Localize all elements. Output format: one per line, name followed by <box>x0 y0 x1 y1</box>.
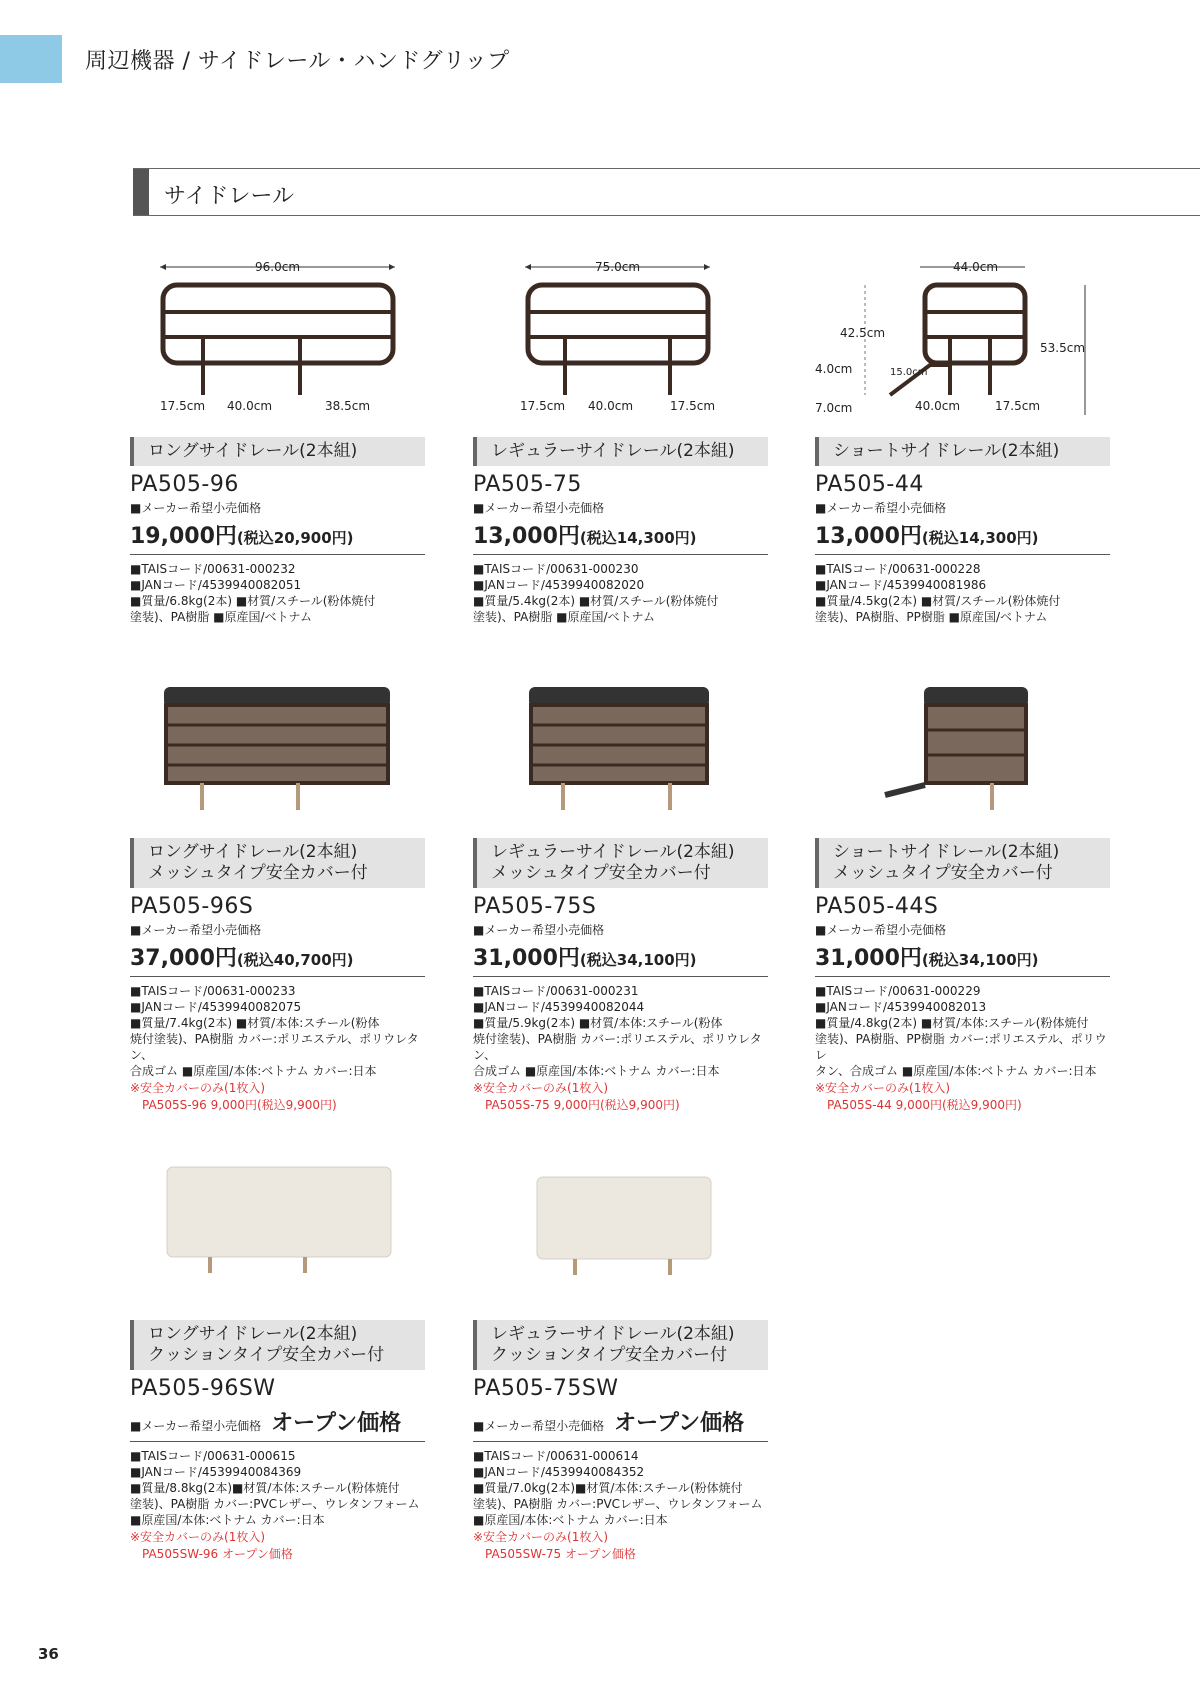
section-heading <box>133 168 1200 216</box>
product-card <box>130 838 425 1113</box>
spec-line: ■JANコード/4539940082044 <box>473 1000 645 1014</box>
price-label: ■メーカー希望小売価格 <box>130 501 262 515</box>
spec-line: ■質量/5.9kg(2本) ■材質/本体:スチール(粉体 <box>473 1016 723 1030</box>
price-label: ■メーカー希望小売価格 <box>473 501 605 515</box>
long-rail-mesh-photo <box>160 685 395 815</box>
spec-line: 合成ゴム ■原産国/本体:ベトナム カバー:日本 <box>473 1064 720 1078</box>
product-name <box>130 437 425 466</box>
name-line: メッシュタイプ安全カバー付 <box>148 863 368 883</box>
cover-note: ※安全カバーのみ(1枚入) <box>815 1081 951 1095</box>
price <box>130 1406 425 1442</box>
spec-line: ■質量/6.8kg(2本) ■材質/スチール(粉体焼付 <box>130 594 376 608</box>
dim-b: 40.0cm <box>915 399 961 413</box>
product-card <box>130 1320 425 1562</box>
open-price: オープン価格 <box>271 1411 402 1436</box>
price-label: ■メーカー希望小売価格 <box>473 1419 605 1433</box>
price-value: 13,000円 <box>473 524 580 549</box>
spec-line: ■TAISコード/00631-000228 <box>815 562 981 576</box>
price-tax: (税込14,300円) <box>921 529 1039 547</box>
name-line: メッシュタイプ安全カバー付 <box>833 863 1053 883</box>
price-label: ■メーカー希望小売価格 <box>130 1419 262 1433</box>
dim-h1: 42.5cm <box>840 326 886 340</box>
price-label: ■メーカー希望小売価格 <box>473 923 605 937</box>
spec-line: ■JANコード/4539940082075 <box>130 1000 302 1014</box>
spec-list <box>815 561 1110 625</box>
price <box>473 941 768 977</box>
spec-list <box>130 983 425 1079</box>
dim-c: 38.5cm <box>325 399 371 413</box>
spec-line: ■JANコード/4539940082020 <box>473 578 645 592</box>
price-tax: (税込34,100円) <box>579 951 697 969</box>
spec-line: ■JANコード/4539940082051 <box>130 578 302 592</box>
name-line: レギュラーサイドレール(2本組) <box>491 441 735 461</box>
section-bar <box>133 169 149 215</box>
dim-d: 15.0cm <box>890 367 928 378</box>
price <box>473 1406 768 1442</box>
price-tax: (税込40,700円) <box>236 951 354 969</box>
product-name <box>815 437 1110 466</box>
spec-line: ■質量/5.4kg(2本) ■材質/スチール(粉体焼付 <box>473 594 719 608</box>
spec-line: ■質量/4.8kg(2本) ■材質/本体:スチール(粉体焼付 <box>815 1016 1089 1030</box>
product-code: PA505-75SW <box>473 1376 619 1401</box>
product-name <box>473 437 768 466</box>
long-rail-cushion-photo <box>165 1165 395 1275</box>
name-line: クッションタイプ安全カバー付 <box>491 1345 728 1365</box>
name-line: ショートサイドレール(2本組) <box>833 441 1060 461</box>
spec-line: ■TAISコード/00631-000231 <box>473 984 639 998</box>
name-line: レギュラーサイドレール(2本組) <box>491 1324 735 1344</box>
product-code: PA505-75 <box>473 472 582 497</box>
name-line: ショートサイドレール(2本組) <box>833 842 1060 862</box>
cover-note: ※安全カバーのみ(1枚入) <box>473 1081 609 1095</box>
spec-line: 塗装)、PA樹脂 ■原産国/ベトナム <box>473 610 655 624</box>
product-name <box>130 1320 425 1370</box>
spec-line: タン、合成ゴム ■原産国/本体:ベトナム カバー:日本 <box>815 1064 1097 1078</box>
spec-line: ■TAISコード/00631-000233 <box>130 984 296 998</box>
spec-line: ■原産国/本体:ベトナム カバー:日本 <box>130 1513 325 1527</box>
spec-list <box>473 561 768 625</box>
spec-line: ■JANコード/4539940084352 <box>473 1465 645 1479</box>
spec-line: ■質量/8.8kg(2本)■材質/本体:スチール(粉体焼付 <box>130 1481 400 1495</box>
spec-line: 焼付塗装)、PA樹脂 カバー:ポリエステル、ポリウレタン、 <box>130 1032 419 1062</box>
dim-c: 17.5cm <box>995 399 1041 413</box>
spec-list <box>473 983 768 1079</box>
spec-line: 塗装)、PA樹脂 カバー:PVCレザー、ウレタンフォーム <box>130 1497 420 1511</box>
spec-line: 塗装)、PA樹脂 カバー:PVCレザー、ウレタンフォーム <box>473 1497 763 1511</box>
name-line: メッシュタイプ安全カバー付 <box>491 863 711 883</box>
short-rail-diagram <box>810 255 1110 420</box>
cover-price: PA505S-75 9,000円(税込9,900円) <box>485 1098 680 1112</box>
open-price: オープン価格 <box>614 1411 745 1436</box>
spec-line: ■TAISコード/00631-000230 <box>473 562 639 576</box>
spec-line: 焼付塗装)、PA樹脂 カバー:ポリエステル、ポリウレタン、 <box>473 1032 762 1062</box>
product-card <box>473 437 768 625</box>
spec-line: ■質量/7.4kg(2本) ■材質/本体:スチール(粉体 <box>130 1016 380 1030</box>
name-line: ロングサイドレール(2本組) <box>148 842 358 862</box>
cover-note: ※安全カバーのみ(1枚入) <box>130 1530 266 1544</box>
spec-line: ■JANコード/4539940084369 <box>130 1465 302 1479</box>
long-rail-diagram <box>155 255 405 420</box>
product-code: PA505-96S <box>130 894 254 919</box>
price-label: ■メーカー希望小売価格 <box>130 923 262 937</box>
product-code: PA505-75S <box>473 894 597 919</box>
price <box>473 519 768 555</box>
price-value: 31,000円 <box>815 946 922 971</box>
product-code: PA505-44S <box>815 894 939 919</box>
name-line: クッションタイプ安全カバー付 <box>148 1345 385 1365</box>
price-value: 31,000円 <box>473 946 580 971</box>
spec-list <box>130 1448 425 1528</box>
cover-price: PA505S-96 9,000円(税込9,900円) <box>142 1098 337 1112</box>
price-tax: (税込14,300円) <box>579 529 697 547</box>
dim-width: 96.0cm <box>255 260 301 274</box>
regular-rail-mesh-photo <box>525 685 715 815</box>
product-card <box>473 1320 768 1562</box>
cover-price: PA505S-44 9,000円(税込9,900円) <box>827 1098 1022 1112</box>
dim-h3: 7.0cm <box>815 401 853 415</box>
product-name <box>815 838 1110 888</box>
spec-line: 塗装)、PA樹脂、PP樹脂 カバー:ポリエステル、ポリウレ <box>815 1032 1107 1062</box>
product-name <box>473 838 768 888</box>
price <box>130 941 425 977</box>
dim-h2: 4.0cm <box>815 362 853 376</box>
price-tax: (税込20,900円) <box>236 529 354 547</box>
dim-h: 53.5cm <box>1040 341 1086 355</box>
dim-a: 17.5cm <box>160 399 206 413</box>
spec-line: ■TAISコード/00631-000615 <box>130 1449 296 1463</box>
cover-note: ※安全カバーのみ(1枚入) <box>473 1530 609 1544</box>
price-value: 19,000円 <box>130 524 237 549</box>
dim-width: 44.0cm <box>953 260 999 274</box>
name-line: ロングサイドレール(2本組) <box>148 441 358 461</box>
product-card <box>815 838 1110 1113</box>
price-label: ■メーカー希望小売価格 <box>815 501 947 515</box>
spec-line: ■JANコード/4539940082013 <box>815 1000 987 1014</box>
dim-a: 17.5cm <box>520 399 566 413</box>
spec-list <box>815 983 1110 1079</box>
product-code: PA505-44 <box>815 472 924 497</box>
page-number: 36 <box>38 1645 59 1663</box>
price <box>130 519 425 555</box>
section-title: サイドレール <box>164 184 295 209</box>
corner-tab <box>0 35 62 83</box>
spec-line: 塗装)、PA樹脂 ■原産国/ベトナム <box>130 610 312 624</box>
name-line: ロングサイドレール(2本組) <box>148 1324 358 1344</box>
spec-line: ■JANコード/4539940081986 <box>815 578 987 592</box>
spec-list <box>473 1448 768 1528</box>
spec-line: ■TAISコード/00631-000614 <box>473 1449 639 1463</box>
spec-line: 塗装)、PA樹脂、PP樹脂 ■原産国/ベトナム <box>815 610 1048 624</box>
spec-line: ■TAISコード/00631-000229 <box>815 984 981 998</box>
page-header: 周辺機器 / サイドレール・ハンドグリップ <box>85 49 510 74</box>
dim-b: 40.0cm <box>588 399 634 413</box>
product-name <box>473 1320 768 1370</box>
short-rail-mesh-photo <box>880 685 1030 815</box>
product-code: PA505-96SW <box>130 1376 276 1401</box>
spec-line: 合成ゴム ■原産国/本体:ベトナム カバー:日本 <box>130 1064 377 1078</box>
product-name <box>130 838 425 888</box>
price-value: 13,000円 <box>815 524 922 549</box>
spec-line: ■TAISコード/00631-000232 <box>130 562 296 576</box>
price-value: 37,000円 <box>130 946 237 971</box>
spec-line: ■質量/7.0kg(2本)■材質/本体:スチール(粉体焼付 <box>473 1481 743 1495</box>
name-line: レギュラーサイドレール(2本組) <box>491 842 735 862</box>
product-card <box>130 437 425 625</box>
dim-c: 17.5cm <box>670 399 716 413</box>
product-card <box>815 437 1110 625</box>
spec-line: ■原産国/本体:ベトナム カバー:日本 <box>473 1513 668 1527</box>
regular-rail-diagram <box>520 255 720 420</box>
spec-line: ■質量/4.5kg(2本) ■材質/スチール(粉体焼付 <box>815 594 1061 608</box>
cover-price: PA505SW-75 オープン価格 <box>485 1547 636 1561</box>
price <box>815 519 1110 555</box>
cover-price: PA505SW-96 オープン価格 <box>142 1547 293 1561</box>
spec-list <box>130 561 425 625</box>
price-label: ■メーカー希望小売価格 <box>815 923 947 937</box>
dim-width: 75.0cm <box>595 260 641 274</box>
price-tax: (税込34,100円) <box>921 951 1039 969</box>
price <box>815 941 1110 977</box>
regular-rail-cushion-photo <box>535 1175 715 1285</box>
cover-note: ※安全カバーのみ(1枚入) <box>130 1081 266 1095</box>
product-code: PA505-96 <box>130 472 239 497</box>
product-card <box>473 838 768 1113</box>
dim-b: 40.0cm <box>227 399 273 413</box>
